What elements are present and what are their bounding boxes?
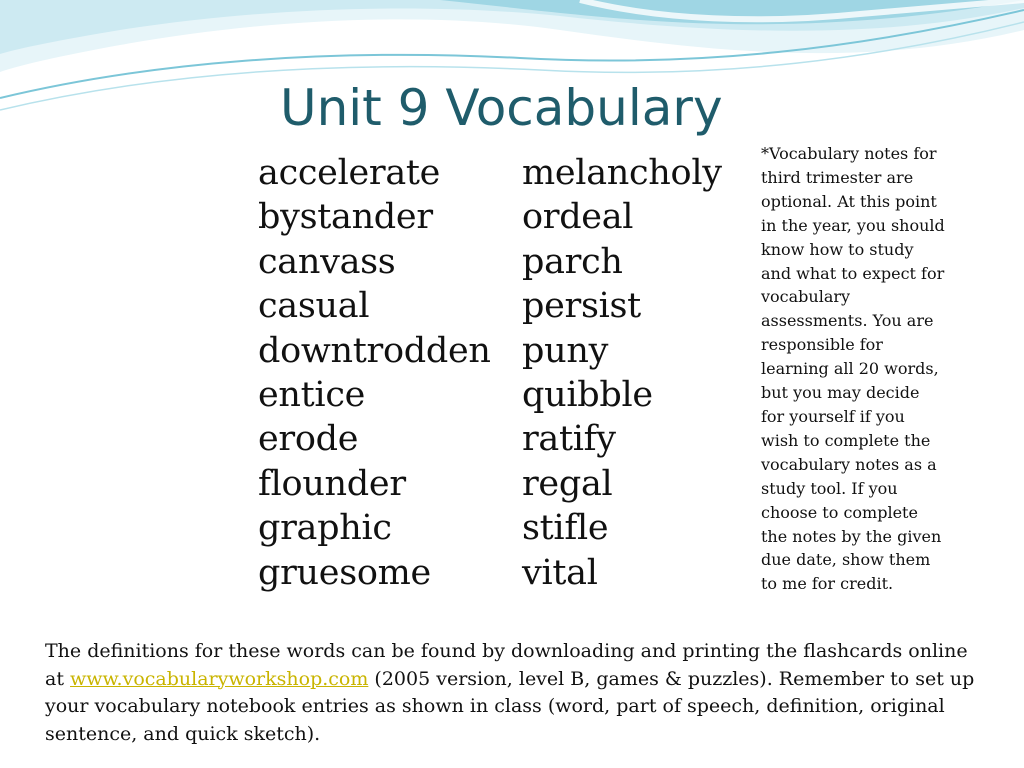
note-line: optional. At this point bbox=[761, 191, 937, 211]
note-line: assessments. You are bbox=[761, 311, 934, 331]
word-list-right bbox=[522, 151, 722, 595]
instructions-line-4: sentence, and quick sketch). bbox=[45, 722, 321, 745]
vocabulary-word: downtrodden bbox=[258, 330, 491, 371]
vocabulary-word: melancholy bbox=[522, 153, 722, 193]
instructions-line-3: your vocabulary notebook entries as shown in class (word, part of speech, definition, original bbox=[45, 695, 945, 717]
note-line: due date, show them bbox=[761, 550, 931, 570]
note-line: vocabulary notes as a bbox=[761, 454, 937, 474]
vocabulary-word: parch bbox=[522, 241, 623, 282]
vocabulary-word: puny bbox=[522, 330, 609, 371]
note-line: learning all 20 words, bbox=[761, 359, 939, 379]
note-line: to me for credit. bbox=[761, 574, 894, 594]
note-line: third trimester are bbox=[761, 167, 914, 187]
note-line: the notes by the given bbox=[761, 526, 942, 546]
note-line: *Vocabulary notes for bbox=[761, 144, 937, 163]
vocabulary-word: regal bbox=[522, 463, 613, 504]
vocabulary-word: flounder bbox=[258, 463, 406, 504]
vocabulary-word: vital bbox=[522, 552, 598, 593]
definitions-instructions bbox=[45, 638, 1005, 748]
vocabulary-word: stifle bbox=[522, 508, 609, 549]
note-line: vocabulary bbox=[761, 287, 851, 307]
vocabulary-workshop-link[interactable]: www.vocabularyworkshop.com bbox=[70, 667, 369, 690]
instructions-line-2-end: (2005 version, level B, games & puzzles). Remember to set up bbox=[368, 667, 975, 690]
vocabulary-word: gruesome bbox=[258, 552, 431, 593]
vocabulary-word: ratify bbox=[522, 419, 616, 460]
word-list-left bbox=[258, 151, 491, 595]
note-line: for yourself if you bbox=[761, 406, 905, 426]
page-title: Unit 9 Vocabulary bbox=[280, 79, 723, 137]
instructions-line-2 bbox=[45, 666, 1005, 694]
vocabulary-word: accelerate bbox=[258, 153, 441, 193]
vocabulary-word: persist bbox=[522, 286, 641, 327]
note-line: and what to expect for bbox=[761, 263, 945, 283]
note-line: know how to study bbox=[761, 239, 914, 259]
instructions-line-2-start: at bbox=[45, 667, 71, 690]
vocabulary-word: quibble bbox=[522, 375, 653, 416]
note-line: study tool. If you bbox=[761, 478, 898, 498]
note-line: choose to complete bbox=[761, 502, 918, 522]
note-line: responsible for bbox=[761, 335, 883, 355]
note-line: but you may decide bbox=[761, 383, 920, 403]
vocabulary-word: casual bbox=[258, 286, 370, 327]
note-line: in the year, you should bbox=[761, 215, 945, 235]
note-line: wish to complete the bbox=[761, 430, 931, 450]
vocabulary-word: canvass bbox=[258, 241, 396, 282]
vocabulary-word: entice bbox=[258, 375, 366, 416]
vocabulary-word: bystander bbox=[258, 197, 433, 238]
vocabulary-word: ordeal bbox=[522, 197, 634, 238]
optional-notes-text bbox=[761, 142, 1011, 596]
instructions-line-1: The definitions for these words can be found by downloading and printing the flashcards online bbox=[45, 640, 968, 662]
vocabulary-word: erode bbox=[258, 419, 359, 460]
vocabulary-word: graphic bbox=[258, 508, 392, 549]
